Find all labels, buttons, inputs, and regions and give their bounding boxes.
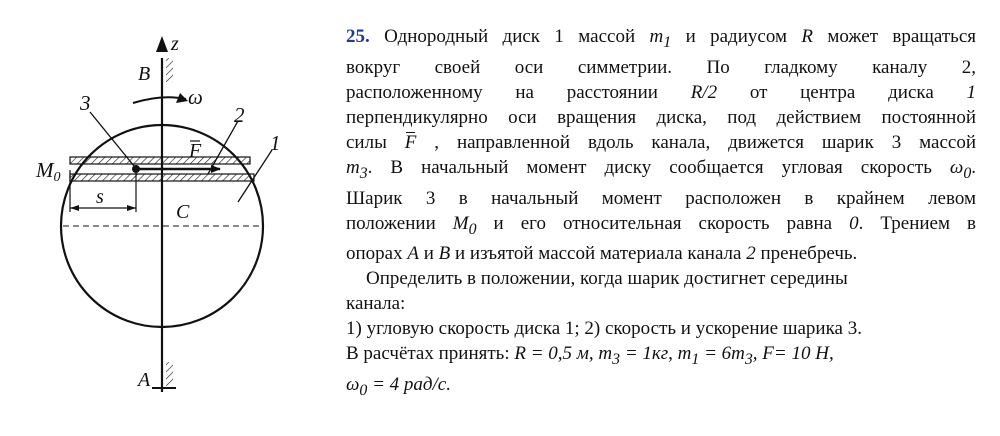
t: . <box>971 156 976 178</box>
z-label: z <box>171 33 179 55</box>
t: B <box>438 243 451 265</box>
leader-2 <box>208 121 238 174</box>
s-arrow-right <box>127 205 136 211</box>
line-5 <box>346 130 976 155</box>
t: m <box>649 26 664 47</box>
line-6 <box>346 155 976 186</box>
channel-bottom-wall <box>70 174 254 181</box>
t: расположенному на расстоянии <box>346 81 691 103</box>
t: 1 <box>663 33 672 51</box>
t: ω <box>949 156 964 178</box>
bearing-a <box>166 362 173 386</box>
t: R/2 <box>690 81 718 103</box>
t: силы <box>346 131 405 153</box>
t: = 6m <box>699 343 745 365</box>
t: , F= 10 Н, <box>752 343 834 365</box>
t: и изъятой массой материала канала <box>450 243 747 265</box>
s-label: s <box>96 186 104 208</box>
t: 0 <box>849 212 859 234</box>
problem-text <box>346 24 976 403</box>
t: 0 <box>468 220 477 238</box>
a-label: A <box>138 369 151 391</box>
t: R <box>801 26 813 47</box>
line-14 <box>346 372 976 403</box>
t: 1 <box>691 351 700 369</box>
t: 1 <box>966 81 977 103</box>
s-arrow-left <box>70 205 79 211</box>
line-10: Определить в положении, когда шарик достигнет середины <box>366 268 848 290</box>
label-1: 1 <box>270 131 281 155</box>
t: F <box>404 131 417 153</box>
t: от центра диска <box>717 81 967 103</box>
t: пренебречь. <box>755 243 858 265</box>
t: . В начальный момент диску сообщается угловая скорость <box>367 156 950 178</box>
line-7: Шарик 3 в начальный момент расположен в крайнем левом <box>346 187 976 209</box>
label-3: 3 <box>80 91 91 115</box>
z-axis-arrow <box>156 36 168 52</box>
label-2: 2 <box>234 103 245 127</box>
t: A <box>407 243 419 265</box>
line-3 <box>346 80 976 105</box>
omega-label: ω <box>188 85 203 109</box>
t: = 4 рад/с. <box>367 374 451 396</box>
force-label: F <box>189 140 202 162</box>
t: M <box>452 212 469 234</box>
c-label: C <box>176 201 190 223</box>
t: Однородный диск 1 массой <box>369 26 650 47</box>
t: 3 <box>612 351 621 369</box>
line-8 <box>346 211 976 242</box>
t: , направленной вдоль канала, движется шарик 3 массой <box>416 131 976 153</box>
t: В расчётах принять: <box>346 343 515 365</box>
line-9 <box>346 241 976 266</box>
t: . Трением в <box>858 212 976 234</box>
t: и радиусом <box>671 26 802 47</box>
line-11: канала: <box>346 293 406 315</box>
mechanism-figure <box>0 0 330 436</box>
m0-label: M0 <box>36 158 61 185</box>
t: и его относительная скорость равна <box>476 212 850 234</box>
line-4: перпендикулярно оси вращения диска, под действием постоянной <box>346 106 976 128</box>
disk-diagram <box>0 0 330 436</box>
channel-top-wall <box>70 157 250 164</box>
t: 0 <box>963 164 972 182</box>
t: m <box>346 156 360 178</box>
t: 3 <box>359 164 368 182</box>
line-12: 1) угловую скорость диска 1; 2) скорость и ускорение шарика 3. <box>346 318 862 340</box>
bearing-b <box>166 58 173 82</box>
line-1 <box>346 24 976 55</box>
t: и <box>418 243 439 265</box>
t: 3 <box>744 351 753 369</box>
t: 2 <box>746 243 756 265</box>
problem-number: 25. <box>346 26 370 47</box>
t: опорах <box>346 243 408 265</box>
t: R = 0,5 м, m <box>514 343 613 365</box>
t: положении <box>346 212 453 234</box>
line-13 <box>346 341 976 372</box>
t: = 1кг, m <box>620 343 692 365</box>
b-label: B <box>138 63 151 85</box>
t: может вращаться <box>812 26 977 47</box>
t: 0 <box>359 381 368 399</box>
line-2: вокруг своей оси симметрии. По гладкому каналу 2, <box>346 56 976 78</box>
t: ω <box>346 374 360 396</box>
